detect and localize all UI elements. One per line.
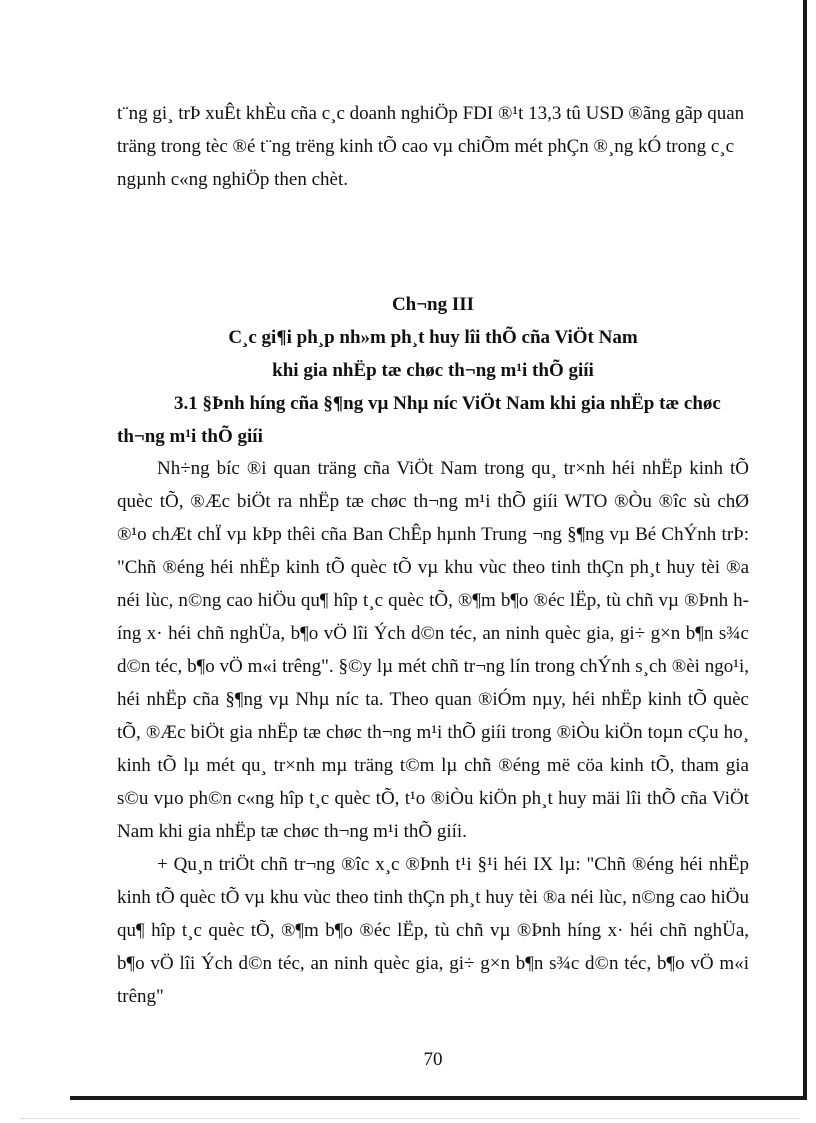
intro-line: t¨ng gi¸ trÞ xuÊt khÈu cña c¸c doanh nghiÖp FDI ®¹t 13,3 tû USD ®ãng gãp quan: [117, 103, 745, 124]
section-heading: [117, 387, 749, 453]
page-border-bottom: [70, 1096, 807, 1100]
body-paragraph-1: Nh÷ng bíc ®i quan träng cña ViÖt Nam trong qu¸ tr×nh héi nhËp kinh tÕ quèc tÕ, ®Æc biÖt ra nhËp tæ chøc th¬ng m¹i thÕ giíi WTO ®Òu ®îc sù chØ ®¹o chÆt chÏ vµ kÞp thêi cña Ban ChÊp hµnh Trung ¬ng §¶ng vµ Bé ChÝnh trÞ: "Chñ ®éng héi nhËp kinh tÕ quèc tÕ vµ khu vùc theo tinh thÇn ph¸t huy tèi ®a néi lùc, n©ng cao hiÖu qu¶ hîp t¸c quèc tÕ, ®¶m b¶o ®éc lËp, tù chñ vµ ®Þnh híng x· héi chñ nghÜa, b¶o vÖ lîi Ých d©n téc, an ninh quèc gia, gi÷ g×n b¶n s¾c d©n téc, b¶o vÖ m«i trêng". §©y lµ mét chñ tr¬ng lín trong chÝnh s¸ch ®èi ngo¹i, héi nhËp cña §¶ng vµ Nhµ níc ta. Theo quan ®iÓm nµy, héi nhËp kinh tÕ quèc tÕ, ®Æc biÖt gia nhËp tæ chøc th¬ng m¹i thÕ giíi trong ®iÒu kiÖn toµn cÇu ho¸ kinh tÕ lµ mét qu¸ tr×nh mµ träng t©m lµ chñ ®éng më cöa kinh tÕ, tham gia s©u vµo ph©n c«ng hîp t¸c quèc tÕ, t¹o ®iÒu kiÖn ph¸t huy mäi lîi thÕ cña ViÖt Nam khi gia nhËp tæ chøc th¬ng m¹i thÕ giíi.: [117, 458, 749, 842]
page-number: 70: [423, 1049, 443, 1070]
chapter-title-line1: C¸c gi¶i ph¸p nh»m ph¸t huy lîi thÕ cña ViÖt Nam: [228, 327, 638, 348]
intro-paragraph: [117, 97, 749, 196]
chapter-heading: [117, 288, 749, 387]
intro-line: träng trong tèc ®é t¨ng trëng kinh tÕ cao vµ chiÕm mét phÇn ®¸ng kÓ trong c¸c: [117, 136, 735, 157]
chapter-title-line2: khi gia nhËp tæ chøc th¬ng m¹i thÕ giíi: [272, 360, 594, 381]
chapter-label: Ch¬ng III: [391, 294, 475, 315]
intro-line: ngµnh c«ng nghiÖp then chèt.: [117, 169, 348, 190]
section-heading-line1: 3.1 §Þnh híng cña §¶ng vµ Nhµ níc ViÖt Nam khi gia nhËp tæ chøc: [174, 393, 721, 414]
body-paragraph-2: + Qu¸n triÖt chñ tr¬ng ®îc x¸c ®Þnh t¹i §¹i héi IX lµ: "Chñ ®éng héi nhËp kinh tÕ quèc tÕ vµ khu vùc theo tinh thÇn ph¸t huy tèi ®a néi lùc, n©ng cao hiÖu qu¶ hîp t¸c quèc tÕ, ®¶m b¶o ®éc lËp, tù chñ vµ ®Þnh híng x· héi chñ nghÜa, b¶o vÖ lîi Ých d©n téc, an ninh quèc gia, gi÷ g×n b¶n s¾c d©n téc, b¶o vÖ m«i trêng": [117, 854, 749, 1007]
page-border-right: [803, 0, 807, 1098]
section-heading-line2: th¬ng m¹i thÕ giíi: [117, 426, 263, 447]
body-text: [117, 452, 749, 1013]
page-edge: [20, 1118, 800, 1119]
